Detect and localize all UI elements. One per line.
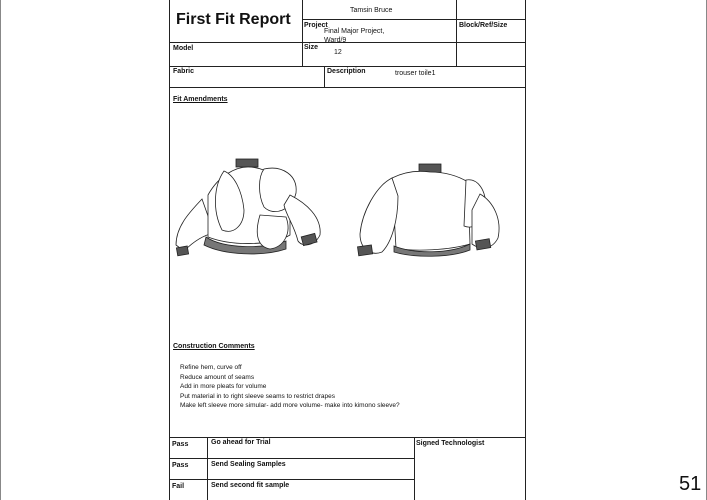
footer-divider-v1 [207,437,208,500]
result-status: Fail [172,483,185,490]
comment-line: Reduce amount of seams [180,373,255,381]
result-status: Pass [172,462,189,469]
garment-sketch-back [354,160,504,270]
result-status: Pass [172,441,189,448]
form-right-border [525,0,526,500]
fabric-divider-v [324,66,325,88]
footer-divider-v2 [414,437,415,500]
report-title: First Fit Report [176,11,291,28]
comment-line: Put material in to right sleeve seams to restrict drapes [180,392,335,400]
block-ref-size-label: Block/Ref/Size [459,22,508,29]
garment-sketch-front [174,155,324,265]
model-label: Model [173,45,194,52]
result-note: Go ahead for Trial [211,439,271,446]
fit-amendments-heading: Fit Amendments [173,96,228,103]
comment-line: Refine hem, curve off [180,364,242,371]
signed-technologist-label: Signed Technologist [416,440,485,447]
result-note: Send second fit sample [211,482,290,489]
size-label: Size [304,44,319,51]
description-label: Description [327,68,366,75]
size-value: 12 [334,49,342,56]
fabric-label: Fabric [173,68,195,75]
footer-row-line-2 [169,479,415,480]
fit-report-form [169,0,526,500]
header-row-line-1 [302,19,526,20]
project-value-line1: Final Major Project, [324,28,385,35]
comment-line: Add in more pleats for volume [180,383,267,391]
project-value-line2: Ward/9 [324,37,347,44]
page-left-border [0,0,1,500]
header-row-line-4 [169,87,526,88]
header-divider-v2 [456,0,457,66]
page-number: 51 [679,473,702,495]
footer-row-line-1 [169,458,415,459]
name-value: Tamsin Bruce [350,7,393,14]
header-divider-v1 [302,0,303,66]
result-note: Send Sealing Samples [211,461,286,468]
project-label: Project [304,22,328,29]
comment-line: Make left sleeve more simular- add more volume- make into kimono sleeve? [180,402,400,410]
header-row-line-2 [169,42,526,43]
description-value: trouser toile1 [395,70,436,77]
form-left-border [169,0,170,500]
header-row-line-3 [169,66,526,67]
footer-top-line [169,437,526,438]
construction-comments-heading: Construction Comments [173,343,255,350]
